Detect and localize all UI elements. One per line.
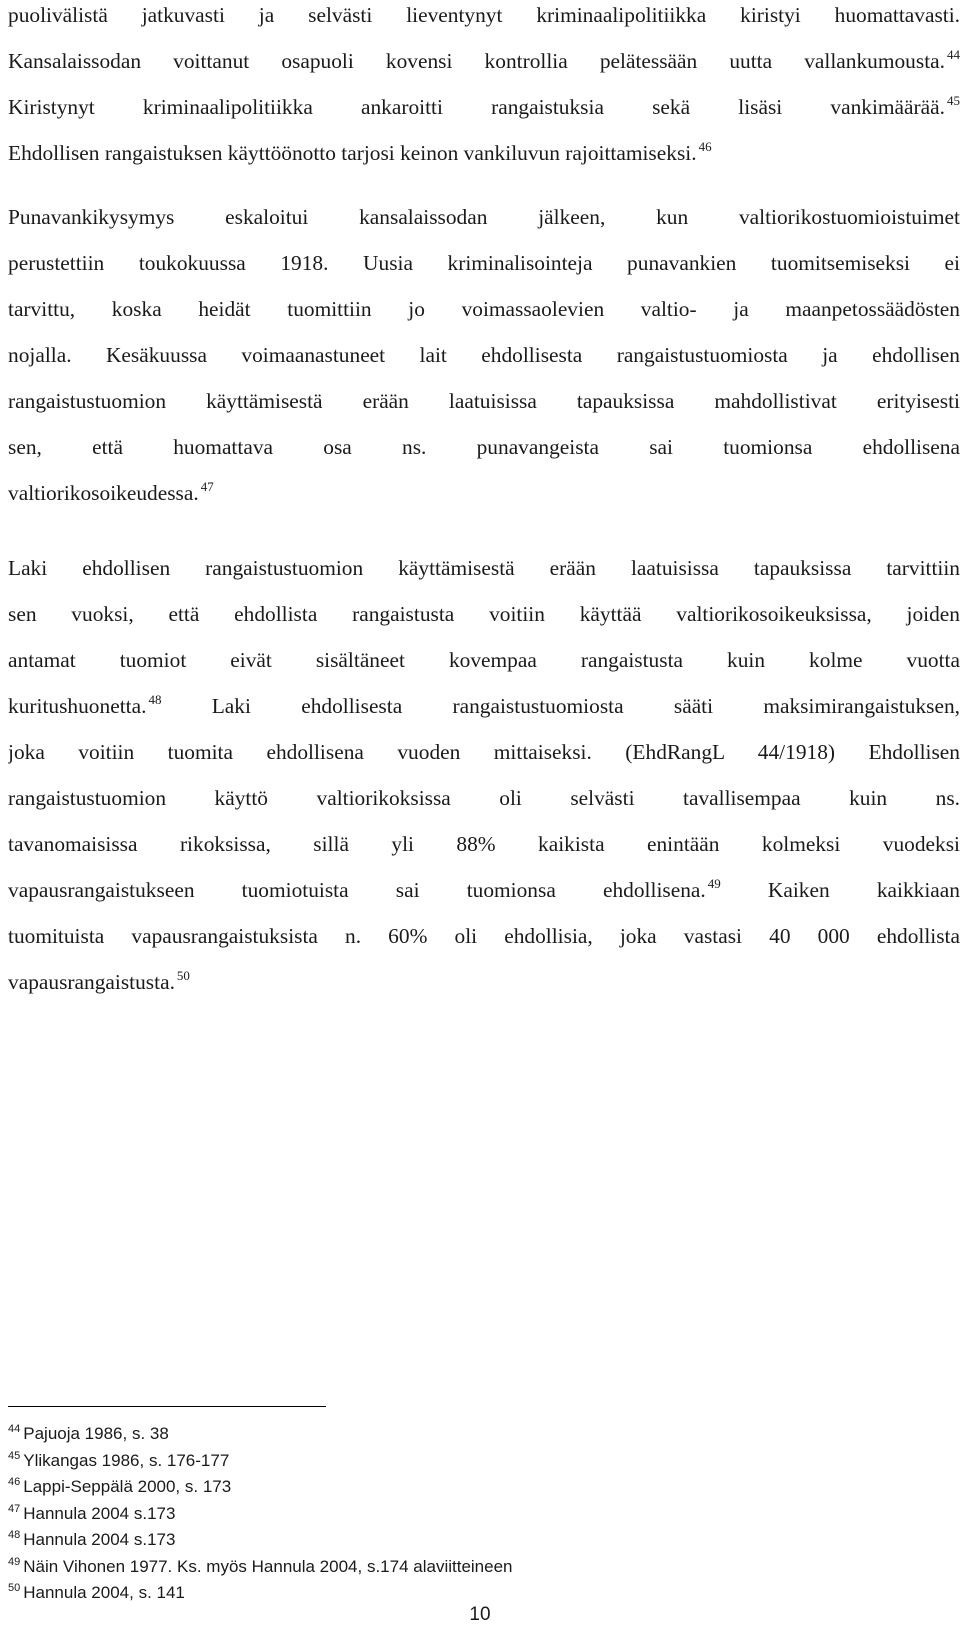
line-text: joka voitiin tuomita ehdollisena vuoden mittaiseksi. (EhdRangL 44/1918) Ehdollisen [8,740,960,764]
text-line [8,286,960,332]
text-line [8,378,960,424]
footnote-reference: 47 [200,479,214,494]
line-text: valtiorikosoikeudessa. [8,481,199,505]
footnote-text: Pajuoja 1986, s. 38 [23,1424,169,1443]
text-line [8,729,960,775]
footnote-separator [8,1406,326,1407]
line-text: tarvittu, koska heidät tuomittiin jo voimassaolevien valtio- ja maanpetossäädösten [8,297,960,321]
footnote [8,1501,908,1528]
line-text: Ehdollisen rangaistuksen käyttöönotto tarjosi keinon vankiluvun rajoittamiseksi. [8,141,697,165]
footnotes [8,1421,908,1607]
footnote-reference: 50 [176,968,190,983]
footnote-number: 46 [8,1476,21,1488]
footnote-text: Lappi-Seppälä 2000, s. 173 [23,1477,232,1496]
footnote-text: Näin Vihonen 1977. Ks. myös Hannula 2004, s.174 alaviitteineen [23,1556,513,1576]
footnote-number: 50 [8,1582,21,1594]
body-paragraph [8,194,960,516]
footnote [8,1448,908,1475]
line-text: vapausrangaistusta. [8,970,175,994]
line-text: sen vuoksi, että ehdollista rangaistusta voitiin käyttää valtiorikosoikeuksissa, joiden [8,602,960,626]
body-paragraph [8,0,960,176]
text-line [8,683,960,729]
footnote-text: Hannula 2004 s.173 [23,1503,176,1523]
line-text: Punavankikysymys eskaloitui kansalaissodan jälkeen, kun valtiorikostuomioistuimet [8,205,960,229]
footnote-reference: 49 [707,876,721,891]
text-line [8,38,960,84]
text-line [8,332,960,378]
footnote [8,1421,908,1448]
line-text: antamat tuomiot eivät sisältäneet kovempaa rangaistusta kuin kolme vuotta [8,648,960,672]
line-text: kuritushuonetta. [8,694,147,718]
footnote [8,1474,908,1501]
line-text: Kiristynyt kriminaalipolitiikka ankaroitti rangaistuksia sekä lisäsi vankimäärää. [8,95,945,119]
text-line [8,84,960,130]
text-line [8,775,960,821]
footnote [8,1554,908,1581]
text-line [8,591,960,637]
footnote-number: 48 [8,1529,21,1541]
footnote-number: 49 [8,1555,21,1568]
footnote-text: Ylikangas 1986, s. 176-177 [23,1450,230,1470]
text-line [8,913,960,959]
text-line [8,240,960,286]
line-text: tuomituista vapausrangaistuksista n. 60% oli ehdollisia, joka vastasi 40 000 ehdollista [8,924,960,948]
page-number: 10 [469,1604,491,1625]
text-line [8,130,960,176]
text-line [8,0,960,38]
text-line [8,637,960,683]
text-line [8,194,960,240]
line-text: rangaistustuomion käyttö valtiorikoksissa oli selvästi tavallisempaa kuin ns. [8,786,960,810]
text-line [8,470,960,516]
text-line [8,424,960,470]
footnote [8,1527,908,1554]
line-text: nojalla. Kesäkuussa voimaanastuneet lait ehdollisesta rangaistustuomiosta ja ehdollisen [8,343,960,367]
footnote-reference: 44 [947,47,960,62]
line-text: sen, että huomattava osa ns. punavangeista sai tuomionsa ehdollisena [8,435,960,459]
footnote-reference: 48 [148,692,162,707]
line-text: Kansalaissodan voittanut osapuoli kovensi kontrollia pelätessään uutta vallankumousta. [8,49,945,73]
footnote [8,1580,908,1607]
text-line [8,867,960,913]
body-paragraph [8,545,960,1005]
footnote-number: 45 [8,1449,21,1462]
line-text: perustettiin toukokuussa 1918. Uusia kriminalisointeja punavankien tuomitsemiseksi ei [8,251,960,275]
line-text-continued: Kaiken kaikkiaan [720,878,960,902]
footnote-reference: 45 [947,93,960,108]
line-text: Laki ehdollisen rangaistustuomion käyttämisestä erään laatuisissa tapauksissa tarvittiin [8,556,960,580]
line-text: rangaistustuomion käyttämisestä erään laatuisissa tapauksissa mahdollistivat erityisesti [8,389,960,413]
line-text: vapausrangaistukseen tuomiotuista sai tuomionsa ehdollisena. [8,878,706,902]
footnote-number: 47 [8,1502,21,1515]
line-text: puolivälistä jatkuvasti ja selvästi lieventynyt kriminaalipolitiikka kiristyi huomattavasti. [8,3,960,27]
line-text: tavanomaisissa rikoksissa, sillä yli 88% kaikista enintään kolmeksi vuodeksi [8,832,960,856]
footnote-text: Hannula 2004, s. 141 [23,1583,185,1602]
footnote-reference: 46 [698,139,712,154]
footnote-text: Hannula 2004 s.173 [23,1530,176,1549]
text-line [8,545,960,591]
footnote-number: 44 [8,1423,21,1435]
text-line [8,821,960,867]
line-text-continued: Laki ehdollisesta rangaistustuomiosta sääti maksimirangaistuksen, [161,694,960,718]
text-line [8,959,960,1005]
